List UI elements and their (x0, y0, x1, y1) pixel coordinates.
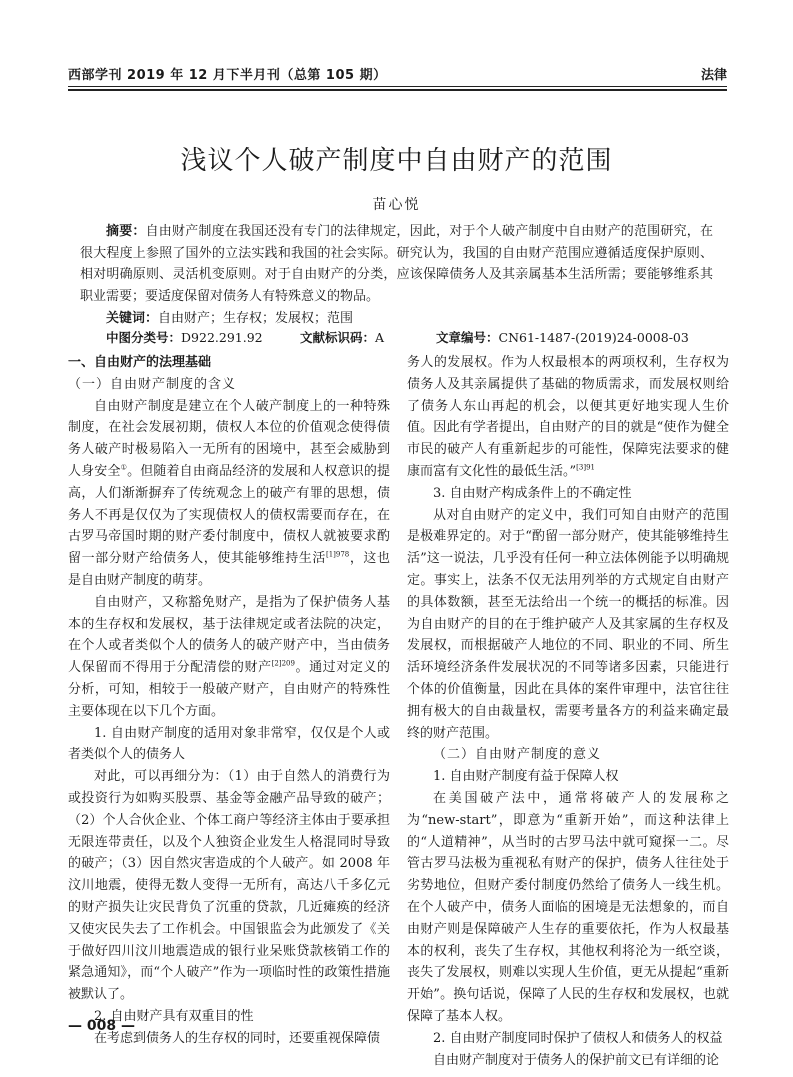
citation-ref: [3]91 (576, 463, 595, 472)
body-column-right (407, 352, 729, 1071)
point-heading: 2. 自由财产具有双重目的性 (94, 1008, 254, 1024)
point-heading: 1. 自由财产制度的适用对象非常窄，仅仅是个人或者类似个人的债务人 (68, 725, 390, 763)
keywords-text: 自由财产；生存权；发展权；范围 (158, 311, 354, 326)
article-title: 浅议个人破产制度中自由财产的范围 (180, 146, 613, 176)
paragraph (68, 396, 390, 592)
subsection-heading: （一）自由财产制度的含义 (68, 376, 237, 392)
doc-code-label: 文献标识码： (300, 330, 376, 345)
subsection-heading: （二）自由财产制度的意义 (433, 747, 602, 763)
paragraph (68, 592, 390, 723)
paragraph (407, 352, 729, 483)
section-name: 法律 (700, 68, 727, 83)
body-column-left (68, 352, 390, 1050)
text-run: ，这也是自由财产制度的萌芽。 (68, 551, 390, 588)
text-run: 。但随着自由商品经济的发展和人权意识的提高，人们渐渐摒弃了传统观念上的破产有罪的思想，债务人不再是仅仅为了实现债权人的债权需要而存在，在古罗马帝国时期的财产委付制度中，债权人就被要求酌留一部分财产给债务人，使其能够维持生活 (68, 463, 390, 567)
header-rule-thin (68, 86, 727, 87)
paragraph: 在考虑到债务人的生存权的同时，还要重视保障债 (94, 1030, 381, 1046)
text-run: 自由财产，又称豁免财产，是指为了保护债务人基本的生存权和发展权，基于法律规定或者法院的决定，在个人或者类似个人的债务人的破产财产中，当由债务人保留而不得用于分配清偿的财产 (68, 594, 390, 676)
header-rule-thick (68, 89, 727, 91)
point-heading: 1. 自由财产制度有益于保障人权 (433, 769, 619, 785)
point-heading: 3. 自由财产构成条件上的不确定性 (433, 485, 632, 501)
keywords (106, 307, 353, 326)
document-code (300, 328, 384, 346)
journal-name: 西部学刊 2019 年 12 月下半月刊（总第 105 期） (68, 68, 387, 83)
clc-label: 中图分类号： (106, 330, 182, 345)
point-heading: 2. 自由财产制度同时保护了债权人和债务人的权益 (433, 1030, 723, 1046)
abstract (80, 221, 713, 307)
section-heading: 一、自由财产的法理基础 (68, 355, 212, 370)
text-run: 自由财产制度是建立在个人破产制度上的一种特殊制度，在社会发展初期，债权人本位的价值观念使得债务人破产时极易陷入一无所有的困境中，甚至会威胁到人身安全 (68, 398, 390, 479)
citation-ref: [2]209 (271, 659, 295, 668)
citation-ref: [1]978 (325, 550, 350, 559)
footnote-ref: ① (120, 463, 128, 472)
abstract-text: 自由财产制度在我国还没有专门的法律规定，因此，对于个人破产制度中自由财产的范围研究，在很大程度上参照了国外的立法实践和我国的社会实际。研究认为，我国的自由财产范围应遵循适度保护原则、相对明确原则、灵活机变原则。对于自由财产的分类，应该保障债务人及其亲属基本生活所需；要能够维系其职业需要；要适度保留对债务人有特殊意义的物品。 (80, 224, 713, 304)
page-number: — 008 — (68, 1018, 135, 1034)
paragraph: 从对自由财产的定义中，我们可知自由财产的范围是极难界定的。对于“酌留一部分财产，使其能够维持生活”这一说法，几乎没有任何一种立法体例能予以明确规定。事实上，法条不仅无法用列举的方式规定自由财产的具体数额，甚至无法给出一个统一的概括的标准。因为自由财产的目的在于维护破产人及其家属的生存权及发展权，而根据破产人地位的不同、职业的不同、所生活环境经济条件发展状况的不同等诸多因素，只能进行个体的价值衡量，因此在具体的案件审理中，法官往往拥有极大的自由裁量权，需要考量各方的利益来确定最终的财产范围。 (407, 507, 729, 741)
article-no-label: 文章编号： (436, 330, 499, 345)
clc-value: D922.291.92 (181, 330, 263, 345)
running-header (68, 62, 727, 82)
doc-code-value: A (375, 330, 385, 345)
text-run: 。通过对定义的分析，可知，相较于一般破产财产，自由财产的特殊性主要体现在以下几个方面。 (68, 660, 390, 719)
paragraph: 在美国破产法中，通常将破产人的发展称之为“new-start”，即意为“重新开始”，而这种法律上的“人道精神”，从当时的古罗马法中就可窥探一二。尽管古罗马法极为重视私有财产的保护，债务人往往处于劣势地位，但财产委付制度仍然给了债务人一线生机。在个人破产中，债务人面临的困境是无法想象的，而自由财产则是保障破产人生存的重要依托，作为人权最基本的权利，丧失了生存权，其他权利将沦为一纸空谈，丧失了发展权，则难以实现人生价值，更无从提起“重新开始”。换句话说，保障了人民的生存权和发展权，也就保障了基本人权。 (407, 790, 729, 1024)
article-number (436, 328, 689, 346)
text-run: 务人的发展权。作为人权最根本的两项权利，生存权为债务人及其亲属提供了基础的物质需求，而发展权则给了债务人东山再起的机会，以便其更好地实现人生价值。因此有学者提出，自由财产的目的就是“使作为健全市民的破产人有重新起步的可能性，保障宪法要求的健康而富有文化性的最低生活。” (407, 355, 729, 479)
article-author: 苗心悦 (372, 197, 421, 213)
paragraph: 自由财产制度对于债务人的保护前文已有详细的论 (433, 1052, 720, 1068)
article-no-value: CN61-1487-(2019)24-0008-03 (498, 330, 689, 345)
abstract-label: 摘要： (106, 224, 146, 239)
paragraph: 对此，可以再细分为：（1）由于自然人的消费行为或投资行为如购买股票、基金等金融产品导致的破产；（2）个人合伙企业、个体工商户等经济主体由于要承担无限连带责任，以及个人独资企业发生人格混同时导致的破产；（3）因自然灾害造成的个人破产。如 2008 年汶川地震，使得无数人变得一无所有，高达八千多亿元的财产损失让灾民背负了沉重的贷款，几近瘫痪的经济又使灾民失去了工作机会。中国银监会为此颁发了《关于做好四川汶川地震造成的银行业呆账贷款核销工作的紧急通知》，而“个人破产”作为一项临时性的政策性措施被默认了。 (68, 769, 390, 1003)
clc-number (106, 328, 263, 346)
keywords-label: 关键词： (106, 311, 159, 326)
